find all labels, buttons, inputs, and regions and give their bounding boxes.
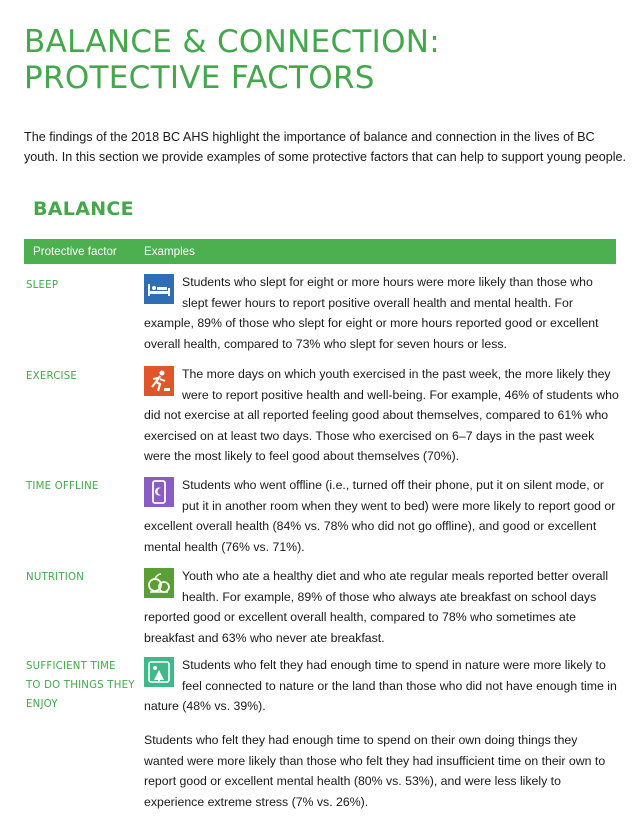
row-text-sleep xyxy=(144,272,620,354)
title-line-1: BALANCE & CONNECTION: xyxy=(24,24,441,60)
header-protective-factor: Protective factor xyxy=(33,245,117,258)
row-text-time-offline-content: Students who went offline (i.e., turned off their phone, put it on silent mode, or put it in another room when they went to bed) were more likely to report good or excellent overall health (84% vs. 78% who did not go offline), and good or excellent mental health (76% vs. 71%). xyxy=(144,478,616,554)
row-label-nutrition: NUTRITION xyxy=(26,572,85,583)
bed-icon xyxy=(144,274,174,304)
row-label-sleep: SLEEP xyxy=(26,280,59,291)
section-title-balance: BALANCE xyxy=(33,198,134,220)
row-text-sufficient-time xyxy=(144,655,620,717)
row-text-sleep-content: Students who slept for eight or more hours were more likely than those who slept fewer hours to report positive overall health and mental health. For example, 89% of those who slept for eight or more hours reported good or excellent overall health, compared to 73% who slept for seven hours or less. xyxy=(144,275,599,351)
row-label-line-1: SUFFICIENT TIME xyxy=(26,661,116,672)
table-header xyxy=(24,239,616,264)
page-title xyxy=(24,24,440,96)
row-text-time-offline xyxy=(144,475,620,557)
row-text-nutrition-content: Youth who ate a healthy diet and who ate regular meals reported better overall health. For example, 89% of those who always ate breakfast on school days reported good or excellent overall health, compared to 78% who sometimes ate breakfast and 63% who never ate breakfast. xyxy=(144,569,609,645)
runner-icon xyxy=(144,366,174,396)
row-text-sufficient-time-content: Students who felt they had enough time to spend in nature were more likely to feel connected to nature or the land than those who did not have enough time in nature (48% vs. 39%). xyxy=(144,658,617,713)
row-text-exercise-content: The more days on which youth exercised in the past week, the more likely they were to report positive health and well-being. For example, 46% of students who did not exercise at all reported feeling good about themselves, compared to 61% who exercised on at least two days. Those who exercised on 6–7 days in the past week were the most likely to feel good about themselves (70%). xyxy=(144,367,619,463)
row-text-nutrition xyxy=(144,566,620,648)
row-text-sufficient-time-2: Students who felt they had enough time to spend on their own doing things they wanted were more likely than those who felt they had insufficient time on their own to report good or excellent mental health (80% vs. 53%), and were less likely to experience extreme stress (7% vs. 26%). xyxy=(144,733,606,809)
row-label-exercise: EXERCISE xyxy=(26,371,78,382)
row-text-exercise xyxy=(144,364,620,467)
header-examples: Examples xyxy=(144,245,195,258)
row-label-line-2: TO DO THINGS THEY xyxy=(26,680,135,691)
fruit-icon xyxy=(144,568,174,598)
row-label-sufficient-time xyxy=(26,657,135,714)
row-label-line-3: ENJOY xyxy=(26,699,58,710)
title-line-2: PROTECTIVE FACTORS xyxy=(24,60,375,96)
row-label-time-offline: TIME OFFLINE xyxy=(26,481,99,492)
intro-paragraph: The findings of the 2018 BC AHS highlight the importance of balance and connection in the lives of BC youth. In this section we provide examples of some protective factors that can help to support young people. xyxy=(24,130,627,164)
nature-icon xyxy=(144,657,174,687)
phone-icon xyxy=(144,477,174,507)
